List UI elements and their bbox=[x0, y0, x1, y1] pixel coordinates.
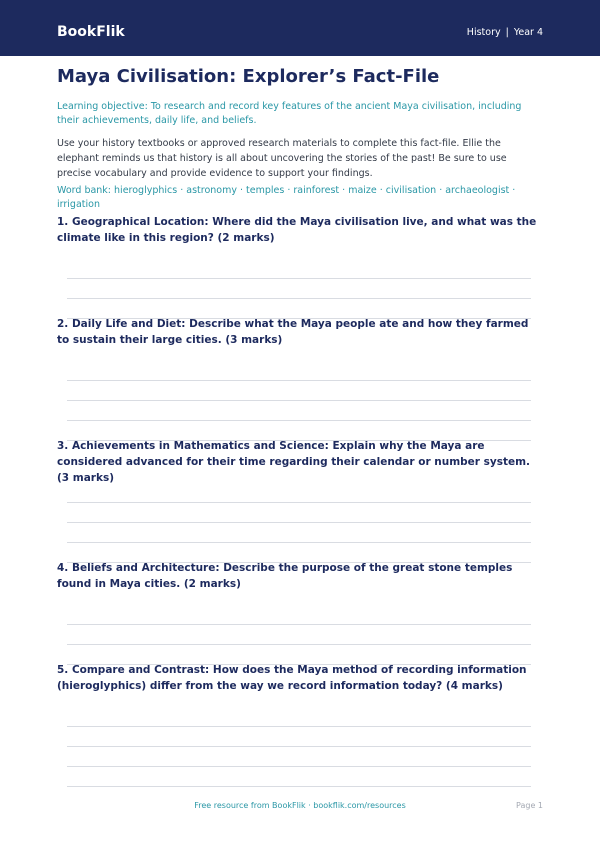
answer-line[interactable] bbox=[67, 502, 531, 503]
intro-paragraph: Use your history textbooks or approved research materials to complete this fact-file. Ellie the elephant reminds us that history is all about uncovering the stories of the past! Be sure to use precise vocabulary and provide evidence to support your findings. bbox=[57, 138, 507, 179]
answer-line[interactable] bbox=[67, 420, 531, 421]
header-bar bbox=[0, 0, 600, 56]
answer-line[interactable] bbox=[67, 746, 531, 747]
subject-label: History bbox=[466, 27, 501, 38]
answer-line[interactable] bbox=[67, 298, 531, 299]
question-4: 4. Beliefs and Architecture: Describe the purpose of the great stone temples found in Maya cities. (2 marks) bbox=[57, 562, 513, 590]
answer-line[interactable] bbox=[67, 624, 531, 625]
word-bank: Word bank: hieroglyphics · astronomy · temples · rainforest · maize · civilisation · archaeologist · irrigation bbox=[57, 185, 516, 210]
question-2: 2. Daily Life and Diet: Describe what the Maya people ate and how they farmed to sustain their large cities. (3 marks) bbox=[57, 318, 529, 346]
answer-line[interactable] bbox=[67, 400, 531, 401]
answer-line[interactable] bbox=[67, 766, 531, 767]
question-1: 1. Geographical Location: Where did the Maya civilisation live, and what was the climate like in this region? (2 marks) bbox=[57, 216, 537, 244]
page-title: Maya Civilisation: Explorer’s Fact-File bbox=[57, 66, 440, 87]
meta-separator: | bbox=[505, 27, 509, 38]
answer-line[interactable] bbox=[67, 644, 531, 645]
answer-line[interactable] bbox=[67, 522, 531, 523]
answer-line[interactable] bbox=[67, 380, 531, 381]
answer-line[interactable] bbox=[67, 278, 531, 279]
brand-logo[interactable]: BookFlik bbox=[57, 24, 125, 40]
footer-resource-link[interactable]: Free resource from BookFlik · bookflik.com/resources bbox=[194, 801, 406, 810]
page-number: Page 1 bbox=[516, 801, 543, 810]
question-3: 3. Achievements in Mathematics and Science: Explain why the Maya are considered advanced for their time regarding their calendar or number system. (3 marks) bbox=[57, 440, 531, 484]
answer-line[interactable] bbox=[67, 542, 531, 543]
question-5: 5. Compare and Contrast: How does the Maya method of recording information (hieroglyphics) differ from the way we record information today? (4 marks) bbox=[57, 664, 527, 692]
subject-year-label bbox=[467, 26, 543, 40]
answer-line[interactable] bbox=[67, 786, 531, 787]
year-label: Year 4 bbox=[513, 27, 543, 38]
learning-objective: Learning objective: To research and record key features of the ancient Maya civilisation, including their achievements, daily life, and beliefs. bbox=[57, 101, 522, 126]
answer-line[interactable] bbox=[67, 726, 531, 727]
